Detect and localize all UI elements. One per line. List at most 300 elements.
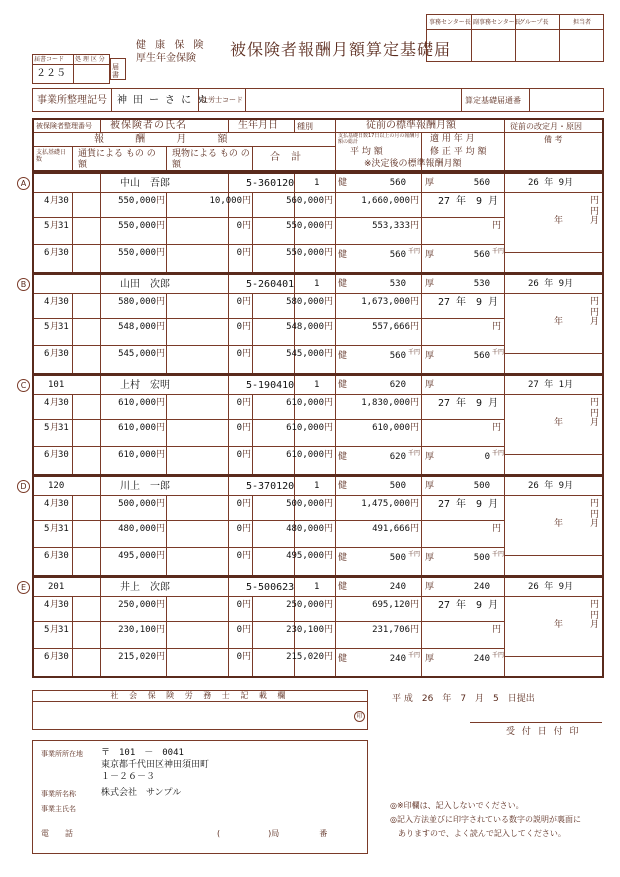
sum-amount: 1,673,000 bbox=[361, 297, 410, 307]
pay-days: 30 bbox=[58, 551, 69, 561]
sharoushi-code-label: 社労士コード bbox=[201, 96, 243, 104]
prev-health-value: 620 bbox=[389, 380, 406, 390]
note-line: ◎※印欄は、記入しないでください。 bbox=[390, 801, 524, 810]
col-decided: ※決定後の標準報酬月額 bbox=[364, 159, 462, 169]
person-letter: E bbox=[17, 581, 30, 594]
office-name: 株式会社 サンプル bbox=[101, 788, 182, 798]
person-block bbox=[20, 172, 604, 274]
office-name-label: 事業所名称 bbox=[41, 790, 76, 798]
yen-label: 円 bbox=[410, 297, 420, 307]
approval-label: 担当者 bbox=[573, 19, 592, 26]
year-label: 年 bbox=[554, 317, 564, 327]
pay-month: 5 bbox=[44, 423, 50, 433]
owner-label: 事業主氏名 bbox=[41, 805, 76, 813]
cash-amount: 580,000 bbox=[118, 297, 156, 307]
thousand-label: 千円 bbox=[408, 450, 421, 457]
pension-label: 厚 bbox=[425, 351, 435, 361]
col-name: 被保険者の氏名 bbox=[110, 120, 187, 131]
sum-amount: 1,475,000 bbox=[361, 499, 410, 509]
prev-change-date: 26 年 9月 bbox=[528, 178, 574, 188]
cash-amount: 550,000 bbox=[118, 221, 156, 231]
person-block bbox=[20, 475, 604, 577]
pay-month: 4 bbox=[44, 499, 50, 509]
yen-label: 円 bbox=[324, 297, 334, 307]
yen-label: 円 bbox=[324, 423, 334, 433]
cash-amount: 230,100 bbox=[118, 625, 156, 635]
person-block bbox=[20, 576, 604, 678]
yen-label: 円 bbox=[242, 322, 252, 332]
decided-pension-value: 560 bbox=[473, 250, 490, 260]
pay-days: 30 bbox=[58, 499, 69, 509]
insurance-line2: 厚生年金保険 bbox=[136, 53, 196, 64]
total-amount: 550,000 bbox=[286, 221, 324, 231]
insured-kind: 1 bbox=[314, 279, 320, 289]
column-header bbox=[32, 118, 604, 172]
col-prev-std: 従前の標準報酬月額 bbox=[366, 120, 456, 131]
pay-days: 30 bbox=[58, 248, 69, 258]
yen-label: 円 bbox=[410, 423, 420, 433]
year-label: 年 bbox=[554, 519, 564, 529]
month-label: 月 bbox=[50, 450, 60, 460]
prev-change-date: 26 年 9月 bbox=[528, 481, 574, 491]
office-code-label: 届書コード bbox=[34, 56, 65, 63]
office-number-label: 事業所整理記号 bbox=[37, 95, 107, 106]
pay-days: 31 bbox=[58, 322, 69, 332]
address2: １－２６－３ bbox=[101, 772, 156, 782]
health-label: 健 bbox=[338, 178, 348, 188]
office-code-box bbox=[32, 54, 110, 84]
office-number-row bbox=[32, 88, 604, 112]
office-code-value: ２２５ bbox=[36, 68, 66, 79]
pay-days: 30 bbox=[58, 450, 69, 460]
health-label: 健 bbox=[338, 250, 348, 260]
col-kind: 種別 bbox=[297, 122, 313, 131]
col-corrected-avg: 修 正 平 均 額 bbox=[430, 147, 487, 157]
yen-label: 円 bbox=[242, 423, 252, 433]
yen-label: 円 bbox=[410, 499, 420, 509]
insured-kind: 1 bbox=[314, 178, 320, 188]
address1: 東京都千代田区神田須田町 bbox=[101, 760, 210, 770]
col-apply-month: 適 用 年 月 bbox=[430, 134, 475, 144]
yen-label: 円 bbox=[410, 625, 420, 635]
apply-month: 27 年 9 月 bbox=[438, 196, 499, 207]
phone-field: ( )局 番 bbox=[217, 829, 328, 838]
pay-days: 30 bbox=[58, 600, 69, 610]
yen-label: 円 bbox=[324, 196, 334, 206]
total-amount: 610,000 bbox=[286, 398, 324, 408]
thousand-label: 千円 bbox=[492, 349, 505, 356]
total-amount: 560,000 bbox=[286, 196, 324, 206]
pension-label: 厚 bbox=[425, 553, 435, 563]
col-birth: 生年月日 bbox=[238, 120, 278, 131]
prev-health-value: 240 bbox=[389, 582, 406, 592]
santei-label: 算定基礎届通番 bbox=[465, 96, 521, 105]
approval-label: 事務センター長 bbox=[429, 19, 471, 26]
insured-kind: 1 bbox=[314, 481, 320, 491]
goods-amount: 0 bbox=[236, 499, 242, 509]
col-pay-days: 支払基礎日数 bbox=[36, 149, 67, 163]
pension-label: 厚 bbox=[425, 250, 435, 260]
insured-kind: 1 bbox=[314, 582, 320, 592]
pay-month: 6 bbox=[44, 248, 50, 258]
insured-kind: 1 bbox=[314, 380, 320, 390]
cash-amount: 548,000 bbox=[118, 322, 156, 332]
yen-label: 円 bbox=[156, 551, 166, 561]
total-amount: 610,000 bbox=[286, 423, 324, 433]
year-label: 年 bbox=[554, 216, 564, 226]
yen-label: 円 bbox=[156, 248, 166, 258]
month-label: 月 bbox=[50, 196, 60, 206]
col-insured-no: 被保険者整理番号 bbox=[36, 122, 92, 130]
month-label: 月 bbox=[50, 423, 60, 433]
yen-label: 円 bbox=[324, 600, 334, 610]
health-label: 健 bbox=[338, 582, 348, 592]
yen-label: 円 bbox=[156, 499, 166, 509]
pay-days: 30 bbox=[58, 652, 69, 662]
goods-amount: 0 bbox=[236, 221, 242, 231]
yen-label: 円 bbox=[156, 625, 166, 635]
pension-label: 厚 bbox=[425, 481, 435, 491]
yen-label: 円 bbox=[590, 600, 600, 610]
person-letter: D bbox=[17, 480, 30, 493]
yen-label: 円 bbox=[324, 450, 334, 460]
pay-month: 4 bbox=[44, 600, 50, 610]
pay-month: 6 bbox=[44, 551, 50, 561]
cash-amount: 215,020 bbox=[118, 652, 156, 662]
goods-amount: 0 bbox=[236, 600, 242, 610]
cash-amount: 610,000 bbox=[118, 398, 156, 408]
decided-pension-value: 500 bbox=[473, 553, 490, 563]
total-amount: 495,000 bbox=[286, 551, 324, 561]
total-amount: 480,000 bbox=[286, 524, 324, 534]
pension-label: 厚 bbox=[425, 452, 435, 462]
average-amount: 491,666 bbox=[372, 524, 410, 534]
note-line: ◎記入方法並びに印字されている数字の説明が裏面に bbox=[390, 815, 581, 824]
stamp-text: 届書 bbox=[112, 63, 119, 79]
prev-change-date: 26 年 9月 bbox=[528, 279, 574, 289]
yen-label: 円 bbox=[324, 551, 334, 561]
yen-label: 円 bbox=[156, 423, 166, 433]
pay-days: 30 bbox=[58, 349, 69, 359]
pension-label: 厚 bbox=[425, 582, 435, 592]
insured-name: 上村 宏明 bbox=[120, 380, 170, 391]
col-note: 備 考 bbox=[544, 135, 563, 144]
health-label: 健 bbox=[338, 452, 348, 462]
yen-label: 円 bbox=[156, 322, 166, 332]
pension-label: 厚 bbox=[425, 380, 435, 390]
thousand-label: 千円 bbox=[408, 652, 421, 659]
decided-pension-value: 560 bbox=[473, 351, 490, 361]
yen-label: 円 bbox=[242, 524, 252, 534]
goods-amount: 0 bbox=[236, 322, 242, 332]
yen-label: 円 bbox=[324, 322, 334, 332]
pay-days: 30 bbox=[58, 398, 69, 408]
yen-label: 円 bbox=[242, 551, 252, 561]
yen-label: 円 bbox=[324, 349, 334, 359]
month-label: 月 bbox=[590, 317, 600, 327]
yen-label: 円 bbox=[242, 196, 252, 206]
insured-name: 山田 次郎 bbox=[120, 279, 170, 290]
apply-month: 27 年 9 月 bbox=[438, 600, 499, 611]
health-label: 健 bbox=[338, 380, 348, 390]
pay-month: 4 bbox=[44, 398, 50, 408]
yen-label: 円 bbox=[324, 248, 334, 258]
month-label: 月 bbox=[50, 600, 60, 610]
cash-amount: 545,000 bbox=[118, 349, 156, 359]
month-label: 月 bbox=[590, 216, 600, 226]
yen-label: 円 bbox=[324, 221, 334, 231]
insured-name: 井上 次郎 bbox=[120, 582, 170, 593]
decided-health-value: 620 bbox=[389, 452, 406, 462]
month-label: 月 bbox=[590, 620, 600, 630]
total-amount: 500,000 bbox=[286, 499, 324, 509]
yen-label: 円 bbox=[156, 221, 166, 231]
pay-days: 31 bbox=[58, 423, 69, 433]
birth-date: 5-360120 bbox=[246, 178, 295, 189]
thousand-label: 千円 bbox=[408, 551, 421, 558]
form-title: 被保険者報酬月額算定基礎届 bbox=[230, 40, 452, 59]
goods-amount: 0 bbox=[236, 551, 242, 561]
pay-month: 5 bbox=[44, 625, 50, 635]
yen-label: 円 bbox=[492, 423, 502, 433]
col-prev-change: 従前の改定月・原因 bbox=[510, 122, 582, 131]
yen-label: 円 bbox=[156, 196, 166, 206]
prev-change-date: 27 年 1月 bbox=[528, 380, 574, 390]
thousand-label: 千円 bbox=[492, 551, 505, 558]
month-label: 月 bbox=[50, 524, 60, 534]
sharoushi-box bbox=[32, 690, 368, 730]
yen-label: 円 bbox=[324, 398, 334, 408]
yen-label: 円 bbox=[410, 221, 420, 231]
cash-amount: 500,000 bbox=[118, 499, 156, 509]
yen-label: 円 bbox=[324, 652, 334, 662]
insured-name: 中山 吾郎 bbox=[120, 178, 170, 189]
prev-pension-value: 500 bbox=[473, 481, 490, 491]
yen-label: 円 bbox=[324, 625, 334, 635]
prev-health-value: 530 bbox=[389, 279, 406, 289]
pay-month: 4 bbox=[44, 297, 50, 307]
month-label: 月 bbox=[50, 551, 60, 561]
pay-month: 5 bbox=[44, 322, 50, 332]
prev-health-value: 560 bbox=[389, 178, 406, 188]
total-amount: 550,000 bbox=[286, 248, 324, 258]
goods-amount: 0 bbox=[236, 450, 242, 460]
yen-label: 円 bbox=[242, 600, 252, 610]
cash-amount: 610,000 bbox=[118, 450, 156, 460]
person-block bbox=[20, 273, 604, 375]
receipt-line bbox=[470, 722, 602, 723]
receipt-label: 受 付 日 付 印 bbox=[506, 727, 581, 737]
month-label: 月 bbox=[50, 221, 60, 231]
yen-label: 円 bbox=[156, 297, 166, 307]
yen-label: 円 bbox=[492, 524, 502, 534]
apply-month: 27 年 9 月 bbox=[438, 297, 499, 308]
yen-label: 円 bbox=[242, 349, 252, 359]
goods-amount: 0 bbox=[236, 524, 242, 534]
process-label: 処 理 区 分 bbox=[75, 56, 105, 63]
yen-label: 円 bbox=[156, 398, 166, 408]
col-sum-days: 支払基礎日数17日以上の月の報酬月額の総計 bbox=[338, 133, 420, 145]
yen-label: 円 bbox=[156, 652, 166, 662]
yen-label: 円 bbox=[242, 450, 252, 460]
yen-label: 円 bbox=[242, 499, 252, 509]
seal-icon: 印 bbox=[354, 711, 365, 722]
yen-label: 円 bbox=[590, 510, 600, 520]
goods-amount: 0 bbox=[236, 297, 242, 307]
goods-amount: 0 bbox=[236, 625, 242, 635]
thousand-label: 千円 bbox=[492, 652, 505, 659]
apply-month: 27 年 9 月 bbox=[438, 398, 499, 409]
month-label: 月 bbox=[50, 398, 60, 408]
cash-amount: 250,000 bbox=[118, 600, 156, 610]
pay-days: 30 bbox=[58, 297, 69, 307]
yen-label: 円 bbox=[324, 524, 334, 534]
prev-pension-value: 560 bbox=[473, 178, 490, 188]
month-label: 月 bbox=[50, 248, 60, 258]
yen-label: 円 bbox=[156, 349, 166, 359]
goods-amount: 0 bbox=[236, 248, 242, 258]
month-label: 月 bbox=[50, 652, 60, 662]
office-info-box bbox=[32, 740, 368, 854]
yen-label: 円 bbox=[590, 611, 600, 621]
pay-days: 31 bbox=[58, 221, 69, 231]
address-label: 事業所所在地 bbox=[41, 750, 83, 758]
decided-health-value: 560 bbox=[389, 351, 406, 361]
pension-label: 厚 bbox=[425, 279, 435, 289]
person-block bbox=[20, 374, 604, 476]
average-amount: 231,706 bbox=[372, 625, 410, 635]
goods-amount: 0 bbox=[236, 398, 242, 408]
insured-no: 201 bbox=[48, 582, 65, 592]
goods-amount: 0 bbox=[236, 423, 242, 433]
approval-label: 副事務センター長 bbox=[473, 19, 521, 26]
health-label: 健 bbox=[338, 351, 348, 361]
sum-amount: 1,660,000 bbox=[361, 196, 410, 206]
yen-label: 円 bbox=[156, 450, 166, 460]
cash-amount: 610,000 bbox=[118, 423, 156, 433]
insured-no: 120 bbox=[48, 481, 65, 491]
yen-label: 円 bbox=[242, 398, 252, 408]
yen-label: 円 bbox=[590, 308, 600, 318]
year-label: 年 bbox=[554, 620, 564, 630]
total-amount: 230,100 bbox=[286, 625, 324, 635]
total-amount: 545,000 bbox=[286, 349, 324, 359]
thousand-label: 千円 bbox=[492, 450, 505, 457]
yen-label: 円 bbox=[410, 524, 420, 534]
yen-label: 円 bbox=[492, 322, 502, 332]
insurance-line1: 健 康 保 険 bbox=[136, 40, 207, 51]
col-reward: 報 酬 月 額 bbox=[94, 134, 242, 145]
insured-name: 川上 一郎 bbox=[120, 481, 170, 492]
sum-amount: 1,830,000 bbox=[361, 398, 410, 408]
col-average: 平 均 額 bbox=[350, 147, 383, 157]
prev-pension-value: 240 bbox=[473, 582, 490, 592]
approval-box bbox=[426, 14, 604, 62]
prev-health-value: 500 bbox=[389, 481, 406, 491]
goods-amount: 10,000 bbox=[209, 196, 242, 206]
pay-month: 5 bbox=[44, 221, 50, 231]
person-letter: C bbox=[17, 379, 30, 392]
sum-amount: 695,120 bbox=[372, 600, 410, 610]
note-line: ありますので、よく読んで記入してください。 bbox=[390, 829, 566, 838]
total-amount: 215,020 bbox=[286, 652, 324, 662]
month-label: 月 bbox=[50, 625, 60, 635]
month-label: 月 bbox=[50, 297, 60, 307]
col-cash: 通貨による もの の 額 bbox=[78, 149, 156, 170]
prev-change-date: 26 年 9月 bbox=[528, 582, 574, 592]
decided-pension-value: 0 bbox=[484, 452, 490, 462]
average-amount: 610,000 bbox=[372, 423, 410, 433]
birth-date: 5-370120 bbox=[246, 481, 295, 492]
year-label: 年 bbox=[554, 418, 564, 428]
cash-amount: 495,000 bbox=[118, 551, 156, 561]
month-label: 月 bbox=[50, 499, 60, 509]
insured-no: 101 bbox=[48, 380, 65, 390]
apply-month: 27 年 9 月 bbox=[438, 499, 499, 510]
decided-pension-value: 240 bbox=[473, 654, 490, 664]
yen-label: 円 bbox=[590, 207, 600, 217]
postal-code: 〒 101 － 0041 bbox=[101, 748, 184, 758]
total-amount: 580,000 bbox=[286, 297, 324, 307]
pay-month: 6 bbox=[44, 652, 50, 662]
yen-label: 円 bbox=[156, 600, 166, 610]
thousand-label: 千円 bbox=[492, 248, 505, 255]
yen-label: 円 bbox=[590, 499, 600, 509]
yen-label: 円 bbox=[410, 196, 420, 206]
yen-label: 円 bbox=[590, 297, 600, 307]
yen-label: 円 bbox=[242, 221, 252, 231]
total-amount: 548,000 bbox=[286, 322, 324, 332]
stamp-box bbox=[110, 58, 126, 80]
pay-month: 4 bbox=[44, 196, 50, 206]
yen-label: 円 bbox=[590, 398, 600, 408]
decided-health-value: 240 bbox=[389, 654, 406, 664]
yen-label: 円 bbox=[492, 221, 502, 231]
month-label: 月 bbox=[50, 349, 60, 359]
total-amount: 250,000 bbox=[286, 600, 324, 610]
yen-label: 円 bbox=[242, 652, 252, 662]
col-goods: 現物による もの の 額 bbox=[172, 149, 250, 170]
pension-label: 厚 bbox=[425, 654, 435, 664]
submit-date: 平 成 26 年 7 月 5 日提出 bbox=[392, 694, 535, 704]
approval-label: グループ長 bbox=[519, 19, 549, 26]
cash-amount: 550,000 bbox=[118, 196, 156, 206]
thousand-label: 千円 bbox=[408, 248, 421, 255]
pay-days: 31 bbox=[58, 625, 69, 635]
goods-amount: 0 bbox=[236, 652, 242, 662]
prev-pension-value: 530 bbox=[473, 279, 490, 289]
person-letter: A bbox=[17, 177, 30, 190]
cash-amount: 480,000 bbox=[118, 524, 156, 534]
decided-health-value: 560 bbox=[389, 250, 406, 260]
health-label: 健 bbox=[338, 481, 348, 491]
total-amount: 610,000 bbox=[286, 450, 324, 460]
office-number-value: 神 田 ー さ に ぬ bbox=[117, 95, 208, 106]
yen-label: 円 bbox=[324, 499, 334, 509]
yen-label: 円 bbox=[242, 625, 252, 635]
birth-date: 5-190410 bbox=[246, 380, 295, 391]
phone-label: 電 話 bbox=[41, 829, 73, 838]
thousand-label: 千円 bbox=[408, 349, 421, 356]
pay-days: 30 bbox=[58, 196, 69, 206]
pension-label: 厚 bbox=[425, 178, 435, 188]
yen-label: 円 bbox=[156, 524, 166, 534]
yen-label: 円 bbox=[242, 248, 252, 258]
month-label: 月 bbox=[50, 322, 60, 332]
sharoushi-label: 社 会 保 険 労 務 士 記 載 欄 bbox=[110, 691, 290, 700]
pay-days: 31 bbox=[58, 524, 69, 534]
month-label: 月 bbox=[590, 418, 600, 428]
